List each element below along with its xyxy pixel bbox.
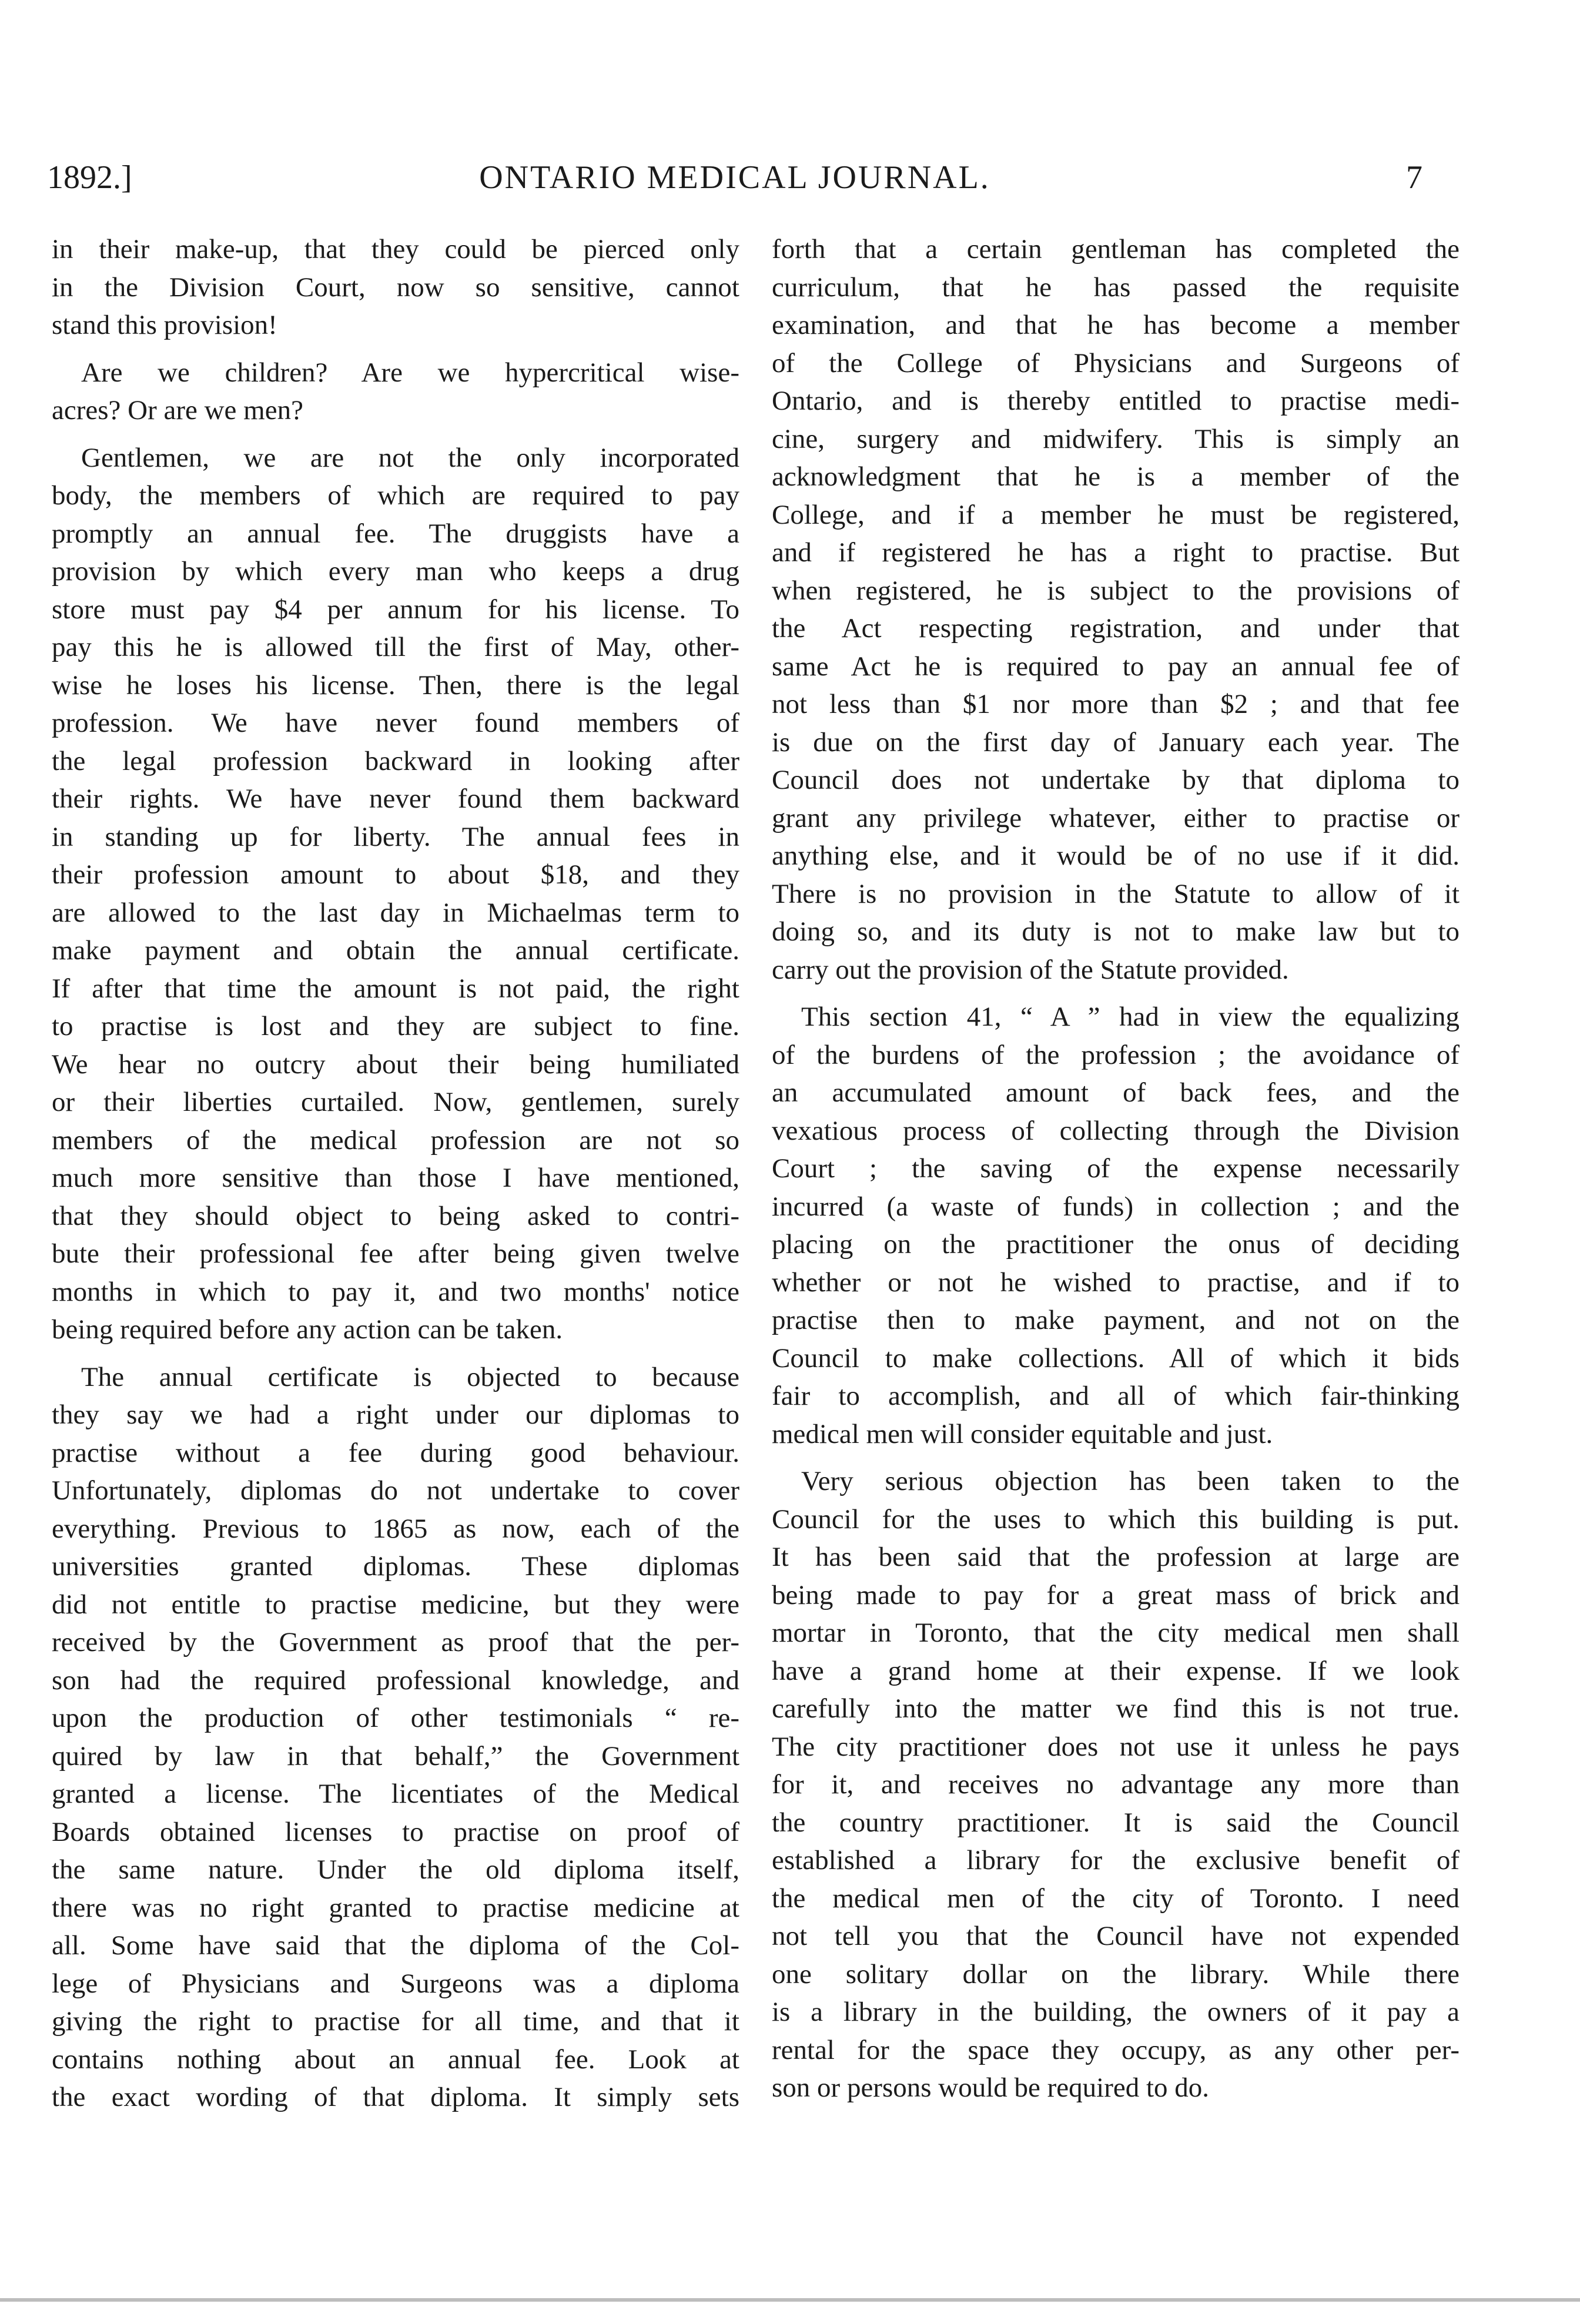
text-line: Very serious objection has been taken to the [801,1466,1460,1496]
text-line: upon the production of other testimonials “ re- [52,1703,739,1733]
text-line: cine, surgery and midwifery. This is simply an [772,423,1460,454]
text-line: months in which to pay it, and two months' notice [52,1276,739,1307]
text-line: is a library in the building, the owners of it pay a [772,1997,1460,2027]
journal-title: ONTARIO MEDICAL JOURNAL. [479,159,990,196]
paragraph [52,230,739,344]
text-line: stand this provision! [52,310,277,340]
text-line: universities granted diplomas. These diplomas [52,1551,739,1582]
text-line: body, the members of which are required to pay [52,480,739,511]
text-line: store must pay $4 per annum for his license. To [52,594,739,625]
paragraph-gap [52,1349,739,1358]
page-number: 7 [1406,159,1422,196]
text-line: wise he loses his license. Then, there is the legal [52,669,739,701]
right-column [772,230,1460,2107]
text-line: Boards obtained licenses to practise on proof of [52,1816,739,1847]
header-year: 1892.] [47,159,132,196]
text-line: the legal profession backward in looking after [52,745,739,776]
text-line: did not entitle to practise medicine, but they were [52,1589,739,1620]
text-line: all. Some have said that the diploma of the Col- [52,1930,739,1961]
paragraph [52,354,739,430]
text-line: not less than $1 nor more than $2 ; and that fee [772,689,1460,719]
text-line: the Act respecting registration, and under that [772,613,1460,644]
text-line: when registered, he is subject to the provisions of [772,575,1460,606]
text-line: in their make-up, that they could be pierced only [52,234,739,264]
text-line: lege of Physicians and Surgeons was a diploma [52,1968,739,1999]
text-line: acknowledgment that he is a member of the [772,461,1460,492]
paragraph [772,230,1460,989]
text-line: incurred (a waste of funds) in collection ; and the [772,1191,1460,1222]
text-line: forth that a certain gentleman has completed the [772,234,1460,264]
text-line: members of the medical profession are not so [52,1124,739,1156]
paragraph [52,439,739,1349]
text-line: son or persons would be required to do. [772,2072,1210,2103]
text-line: of the burdens of the profession ; the avoidance of [772,1039,1460,1070]
text-line: received by the Government as proof that the per- [52,1627,739,1657]
text-line: one solitary dollar on the library. While there [772,1958,1460,1990]
text-line: This section 41, “ A ” had in view the equalizing [801,1002,1460,1032]
text-line: There is no provision in the Statute to allow of it [772,878,1460,909]
text-line: placing on the practitioner the onus of deciding [772,1229,1460,1260]
text-line: quired by law in that behalf,” the Government [52,1740,739,1772]
text-line: have a grand home at their expense. If we look [772,1655,1460,1686]
paragraph [772,1462,1460,2107]
text-line: are allowed to the last day in Michaelmas term to [52,897,739,928]
text-line: and if registered he has a right to practise. But [772,537,1460,568]
paragraph-gap [52,430,739,439]
text-line: is due on the first day of January each year. The [772,726,1460,758]
text-line: promptly an annual fee. The druggists have a [52,518,739,549]
text-line: practise then to make payment, and not on the [772,1305,1460,1335]
text-line: Are we children? Are we hypercritical wise- [81,357,739,388]
text-line: same Act he is required to pay an annual fee of [772,651,1460,682]
text-line: or their liberties curtailed. Now, gentlemen, surely [52,1087,739,1117]
text-line: We hear no outcry about their being humiliated [52,1049,739,1080]
text-line: mortar in Toronto, that the city medical men shall [772,1618,1460,1648]
text-line: there was no right granted to practise medicine at [52,1892,739,1923]
text-line: to practise is lost and they are subject to fine. [52,1011,739,1042]
text-line: carry out the provision of the Statute provided. [772,954,1289,985]
text-line: much more sensitive than those I have mentioned, [52,1163,739,1193]
paragraph-gap [52,344,739,354]
paragraph-gap [772,1453,1460,1462]
text-line: whether or not he wished to practise, and if to [772,1267,1460,1298]
text-line: Unfortunately, diplomas do not undertake to cover [52,1475,739,1506]
text-line: established a library for the exclusive benefit of [772,1845,1460,1876]
text-line: make payment and obtain the annual certificate. [52,935,739,966]
text-line: practise without a fee during good behaviour. [52,1437,739,1468]
text-line: The annual certificate is objected to because [81,1361,739,1392]
text-line: The city practitioner does not use it unless he pays [772,1731,1460,1762]
text-line: being required before any action can be taken. [52,1314,563,1345]
text-line: grant any privilege whatever, either to practise or [772,802,1460,833]
text-line: in standing up for liberty. The annual fees in [52,821,739,852]
text-line: the same nature. Under the old diploma itself, [52,1854,739,1885]
text-line: the exact wording of that diploma. It simply sets [52,2082,739,2112]
text-line: curriculum, that he has passed the requisite [772,272,1460,303]
text-line: Court ; the saving of the expense necessarily [772,1153,1460,1184]
text-line: for it, and receives no advantage any more than [772,1769,1460,1800]
paragraph-gap [772,989,1460,998]
text-line: Council for the uses to which this building is put. [772,1503,1460,1535]
text-line: examination, and that he has become a member [772,310,1460,340]
text-line: son had the required professional knowledge, and [52,1665,739,1696]
text-line: not tell you that the Council have not expended [772,1921,1460,1951]
text-line: they say we had a right under our diplomas to [52,1399,739,1430]
text-line: It has been said that the profession at large are [772,1542,1460,1572]
paragraph [52,1358,739,2117]
text-line: Council to make collections. All of which it bids [772,1342,1460,1374]
text-line: medical men will consider equitable and just. [772,1418,1273,1449]
text-line: that they should object to being asked to contri- [52,1200,739,1231]
text-line: rental for the space they occupy, as any other per- [772,2034,1460,2065]
text-line: If after that time the amount is not paid, the right [52,973,739,1004]
text-line: being made to pay for a great mass of brick and [772,1579,1460,1610]
text-line: giving the right to practise for all time, and that it [52,2006,739,2037]
text-line: their profession amount to about $18, and they [52,859,739,890]
text-line: their rights. We have never found them backward [52,783,739,814]
text-line: carefully into the matter we find this is not true. [772,1693,1460,1724]
text-line: acres? Or are we men? [52,395,303,426]
left-column [52,230,739,2117]
text-line: vexatious process of collecting through the Division [772,1115,1460,1146]
text-line: College, and if a member he must be registered, [772,499,1460,530]
text-line: fair to accomplish, and all of which fair-thinking [772,1381,1460,1411]
paragraph [772,998,1460,1453]
text-line: everything. Previous to 1865 as now, each of the [52,1513,739,1544]
text-line: pay this he is allowed till the first of May, other- [52,632,739,662]
page-bottom-edge [0,2298,1580,2302]
text-line: provision by which every man who keeps a drug [52,556,739,587]
text-line: Gentlemen, we are not the only incorporated [81,442,739,473]
text-line: contains nothing about an annual fee. Look at [52,2044,739,2075]
text-line: doing so, and its duty is not to make law but to [772,916,1460,947]
text-line: an accumulated amount of back fees, and the [772,1077,1460,1108]
running-header [47,154,1422,201]
text-line: Council does not undertake by that diploma to [772,765,1460,795]
text-line: of the College of Physicians and Surgeons of [772,347,1460,379]
text-line: in the Division Court, now so sensitive, cannot [52,272,739,303]
text-line: anything else, and it would be of no use if it did. [772,840,1460,871]
text-line: granted a license. The licentiates of the Medical [52,1779,739,1809]
text-line: the country practitioner. It is said the Council [772,1807,1460,1838]
text-line: the medical men of the city of Toronto. I need [772,1883,1460,1914]
text-line: profession. We have never found members of [52,708,739,738]
text-line: Ontario, and is thereby entitled to practise medi- [772,386,1460,416]
text-line: bute their professional fee after being given twelve [52,1238,739,1269]
